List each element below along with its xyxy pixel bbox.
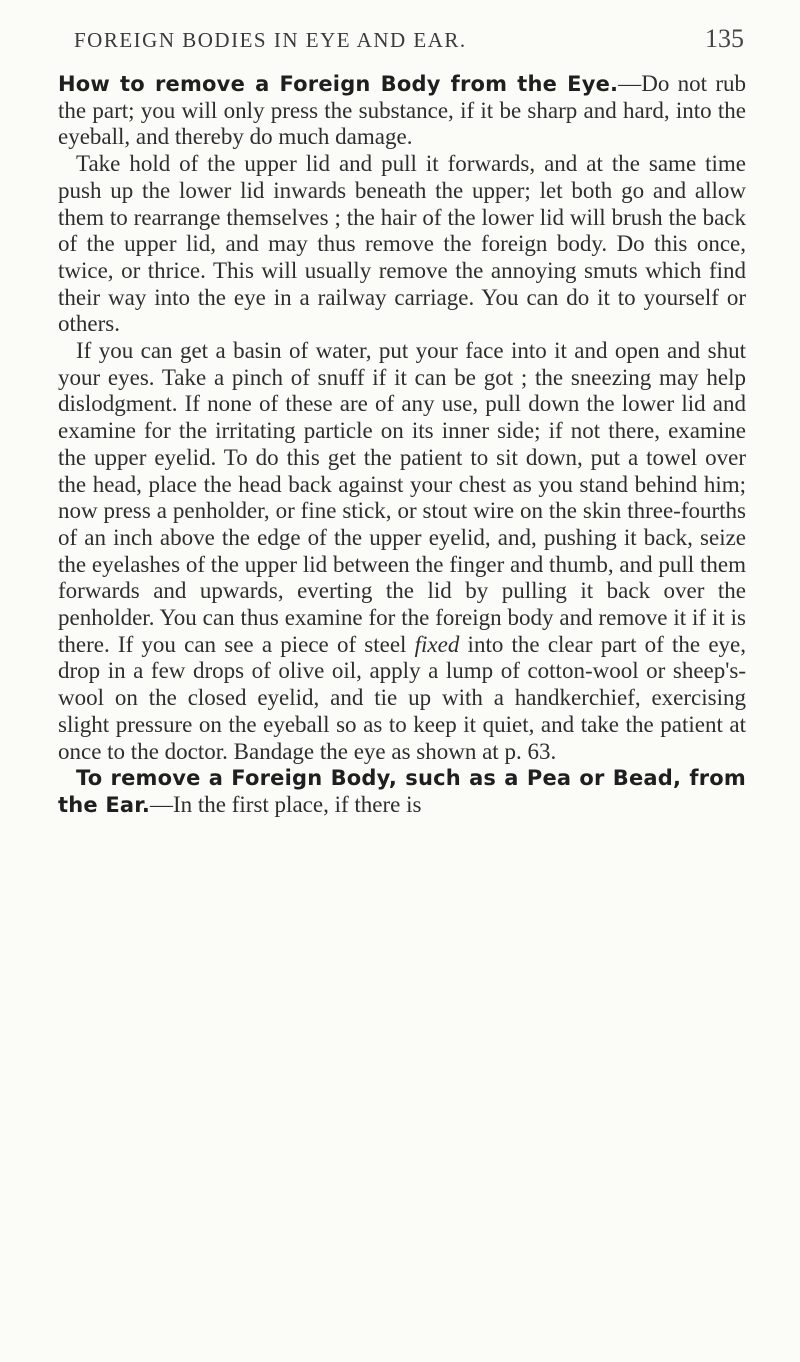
section-heading-ear: To remove a Foreign Body, such as a Pea or Bead, from the Ear. — [58, 766, 746, 817]
body-text — [58, 71, 746, 819]
page-number: 135 — [705, 24, 744, 53]
emphasis-word: fixed — [414, 631, 460, 657]
paragraph-eye-foreign-body — [58, 71, 746, 151]
running-head: FOREIGN BODIES IN EYE AND EAR. — [74, 28, 467, 52]
paragraph-lid-technique — [58, 151, 746, 338]
paragraph-ear-foreign-body — [58, 765, 746, 818]
paragraph-text: Take hold of the upper lid and pull it forwards, and at the same time push up the lower lid inwards beneath the upper; let both go and allow them to rearrange themselves ; the hair of the lower lid will brush the back of the upper lid, and may thus remove the foreign body. Do this once, twice, or thrice. This will usually remove the annoying smuts which find their way into the eye in a railway carriage. You can do it to yourself or others. — [58, 151, 746, 337]
page-header — [74, 24, 744, 60]
section-heading-eye: How to remove a Foreign Body from the Eye. — [58, 72, 619, 96]
paragraph-text-after-emphasis: into the clear part of the eye, drop in a few drops of olive oil, apply a lump of cotton-wool or sheep's-wool on the closed eyelid, and tie up with a handkerchief, exercising slight pressure on the eyeball so as to keep it quiet, and take the patient at once to the doctor. Bandage the eye as shown at p. 63. — [58, 631, 746, 764]
paragraph-lead-text: —Do not rub the part; you will only press the substance, if it be sharp and hard, into the eyeball, and thereby do much damage. — [58, 71, 746, 150]
paragraph-lead-text: —In the first place, if there is — [150, 791, 422, 817]
paragraph-eyelid-examination — [58, 338, 746, 765]
paragraph-text-before-emphasis: If you can get a basin of water, put your face into it and open and shut your eyes. Take a pinch of snuff if it can be got ; the sneezing may help dislodgment. If none of these are of any use, pull down the lower lid and examine for the irritating particle on its inner side; if not there, examine the upper eyelid. To do this get the patient to sit down, put a towel over the head, place the head back against your chest as you stand behind him; now press a penholder, or fine stick, or stout wire on the skin three-fourths of an inch above the edge of the upper eyelid, and, pushing it back, seize the eyelashes of the upper lid between the finger and thumb, and pull them forwards and upwards, everting the lid by pulling it back over the penholder. You can thus examine for the foreign body and remove it if it is there. If you can see a piece of steel — [58, 338, 746, 657]
